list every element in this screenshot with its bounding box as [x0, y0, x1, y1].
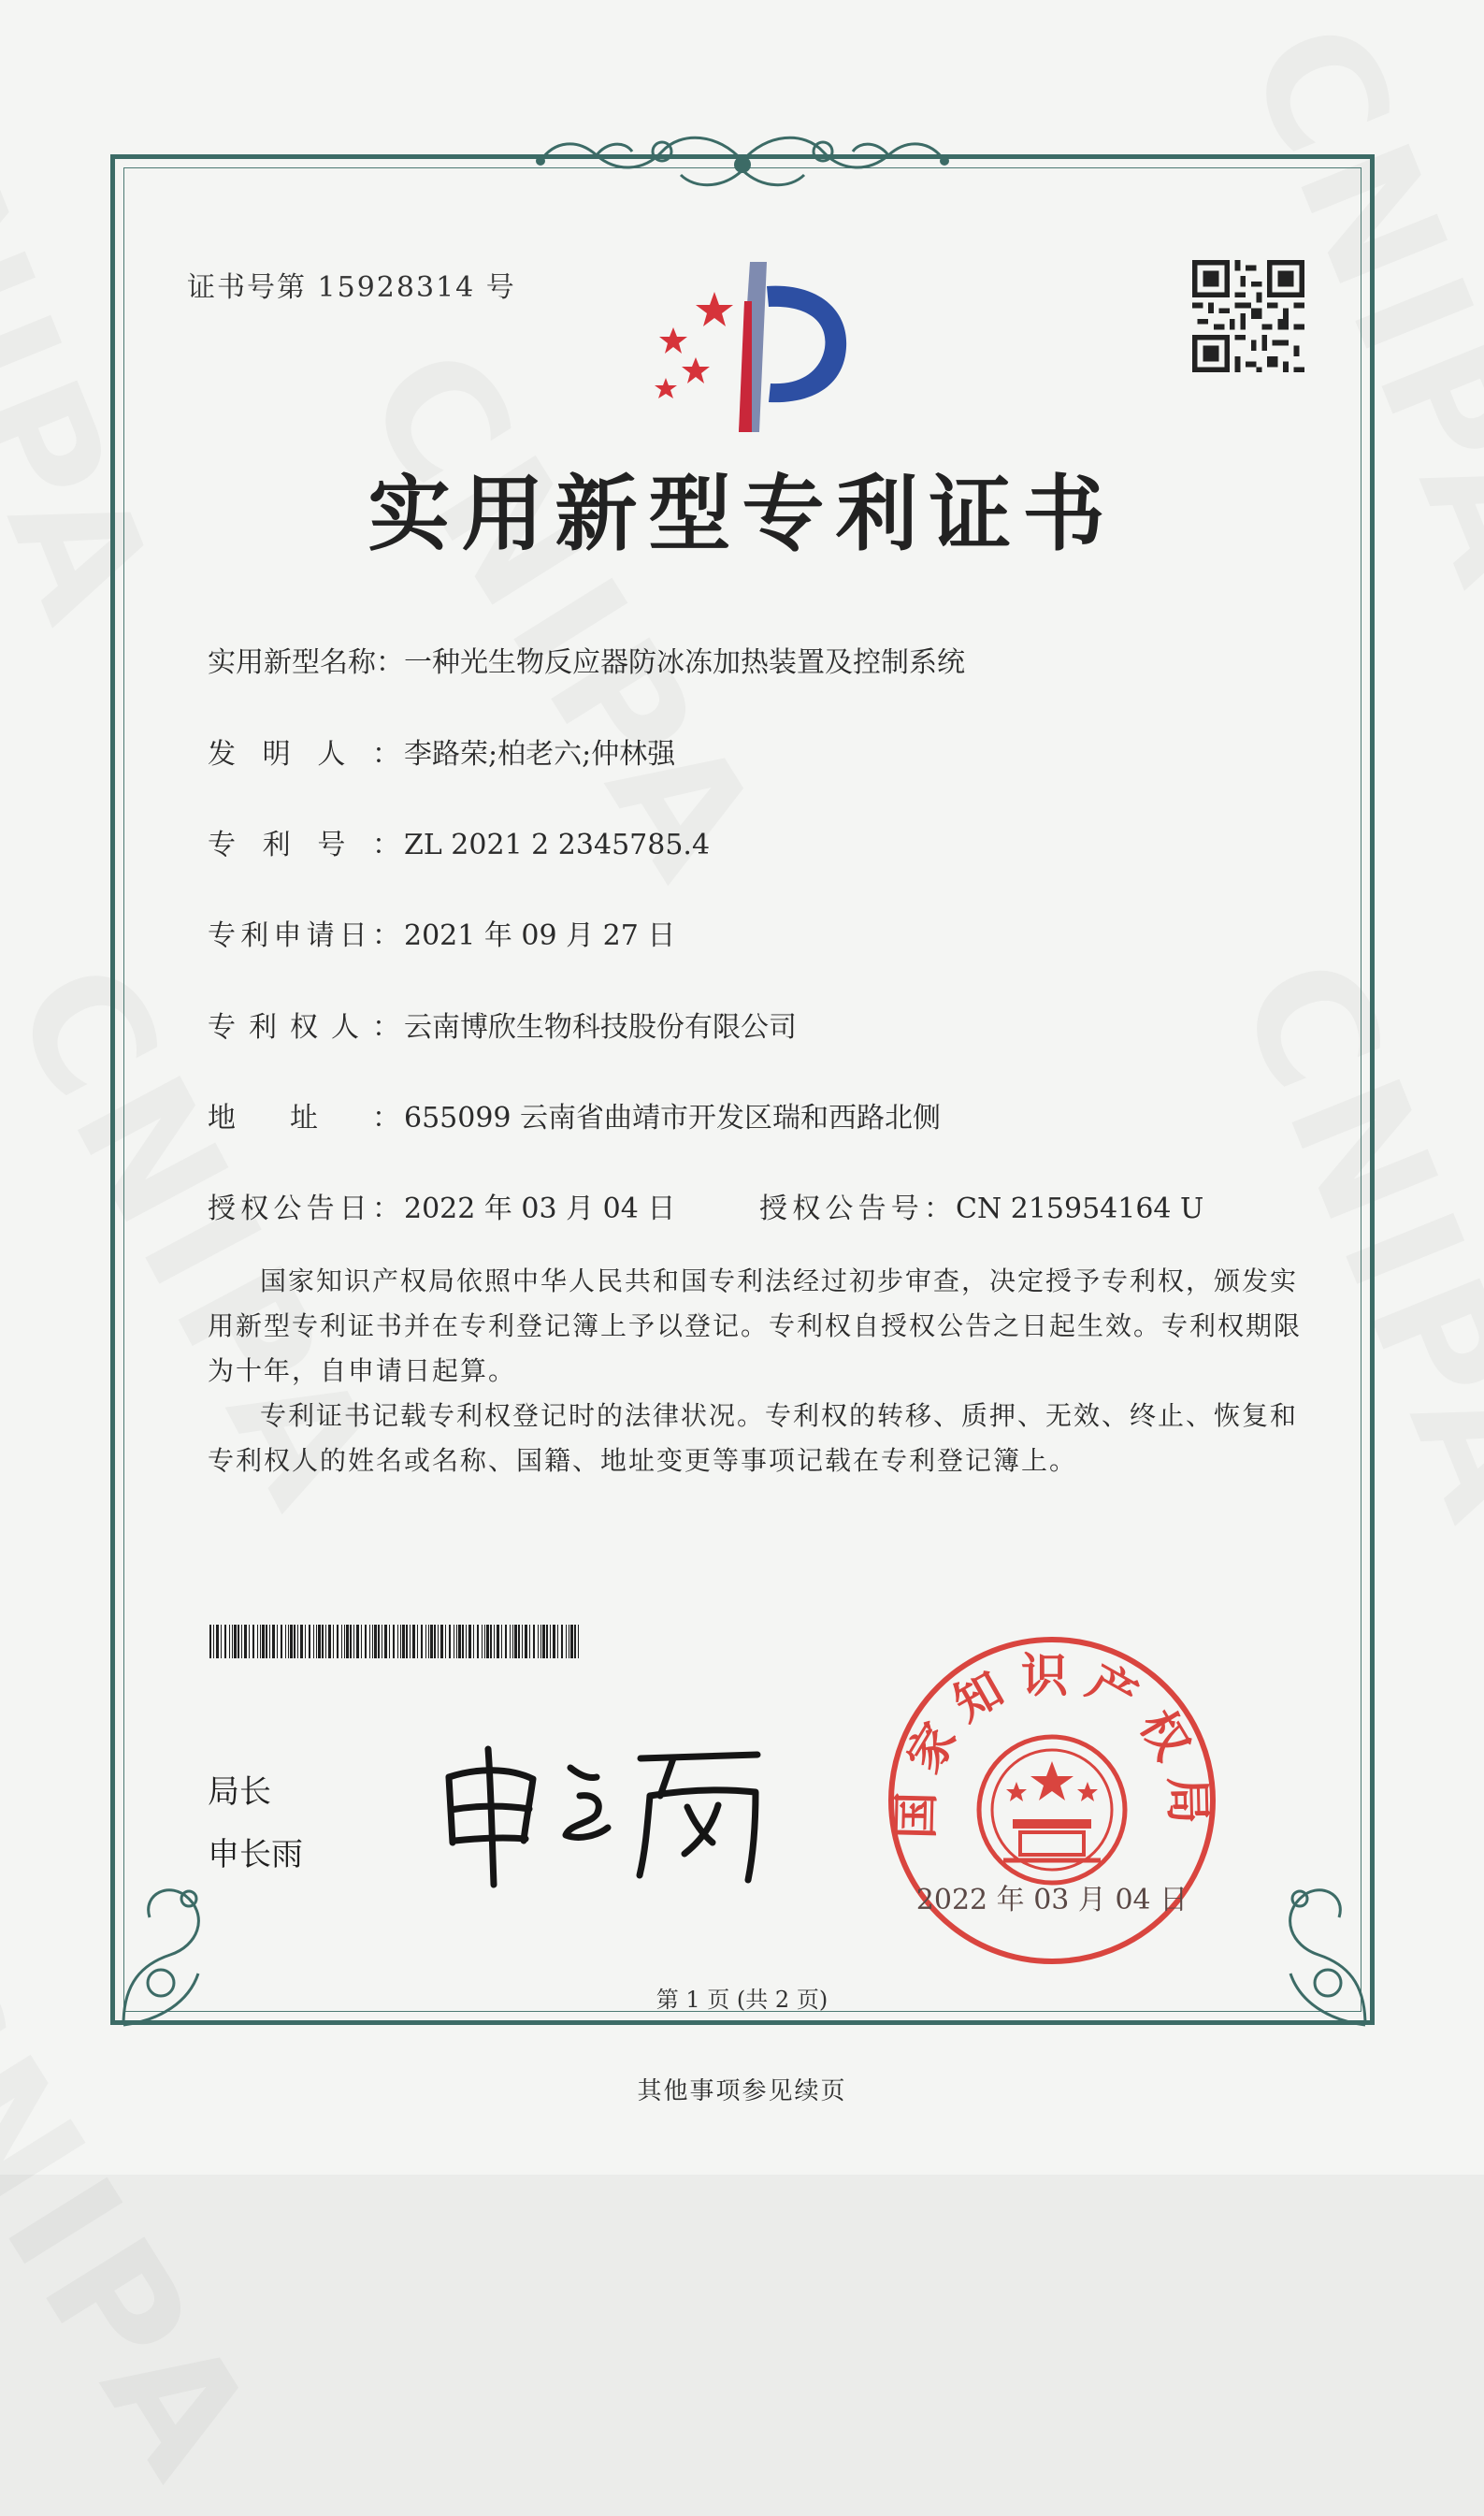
director-name: 申长雨 — [208, 1836, 303, 1873]
field-value: 云南博欣生物科技股份有限公司 — [404, 1011, 797, 1044]
field-value: 一种光生物反应器防冰冻加热装置及控制系统 — [404, 646, 965, 679]
director-title: 局长 — [208, 1773, 271, 1811]
page-number: 第 1 页 (共 2 页) — [656, 1987, 828, 2013]
field-address — [208, 1094, 941, 1135]
field-inventor — [208, 730, 675, 772]
field-grant-number — [759, 1185, 1203, 1226]
svg-text:国家知识产权局 — [888, 1648, 1215, 1839]
field-label: 专利权人： — [208, 1011, 400, 1044]
field-grant-date — [208, 1185, 675, 1226]
field-label: 发明人： — [208, 738, 400, 771]
official-seal — [884, 1632, 1220, 1969]
field-value: ZL 2021 2 2345785.4 — [404, 829, 711, 861]
certificate-number: 证书号第 15928314 号 — [187, 271, 516, 304]
field-label: 专利号： — [208, 829, 400, 861]
field-application-date — [208, 912, 675, 953]
field-value: 2022 年 03 月 04 日 — [404, 1193, 676, 1225]
field-value: 李路荣;柏老六;仲林强 — [404, 738, 676, 771]
statement-paragraph-2: 专利证书记载专利权登记时的法律状况。专利权的转移、质押、无效、终止、恢复和专利权人的姓名或名称、国籍、地址变更等事项记载在专利登记簿上。 — [208, 1400, 1299, 1476]
seal-date: 2022 年 03 月 04 日 — [915, 1884, 1189, 1916]
continued-note: 其他事项参见续页 — [637, 2077, 847, 2105]
field-label: 专利申请日： — [208, 919, 400, 952]
field-patent-number — [208, 821, 710, 862]
field-label: 地址： — [208, 1102, 400, 1135]
handwritten-signature — [439, 1730, 776, 1889]
field-patentee — [208, 1004, 797, 1045]
top-ornament — [531, 123, 954, 196]
seal-org: 国家知识产权局 — [888, 1648, 1216, 1840]
field-value: 2021 年 09 月 27 日 — [404, 919, 676, 952]
cnipa-logo — [628, 254, 862, 441]
field-value: CN 215954164 U — [956, 1193, 1204, 1225]
field-label: 授权公告日： — [208, 1193, 400, 1225]
qr-code — [1192, 260, 1304, 372]
certificate-title: 实用新型专利证书 — [367, 466, 1117, 562]
field-label: 实用新型名称： — [208, 646, 404, 679]
barcode — [209, 1625, 584, 1658]
field-value: 655099 云南省曲靖市开发区瑞和西路北侧 — [404, 1102, 942, 1135]
statement-paragraph-1: 国家知识产权局依照中华人民共和国专利法经过初步审查，决定授予专利权，颁发实用新型专利证书并在专利登记簿上予以登记。专利权自授权公告之日起生效。专利权期限为十年，自申请日起算。 — [208, 1265, 1303, 1386]
field-utility-model-name — [208, 639, 965, 680]
national-emblem-icon — [979, 1737, 1125, 1883]
field-label: 授权公告号： — [759, 1193, 952, 1225]
